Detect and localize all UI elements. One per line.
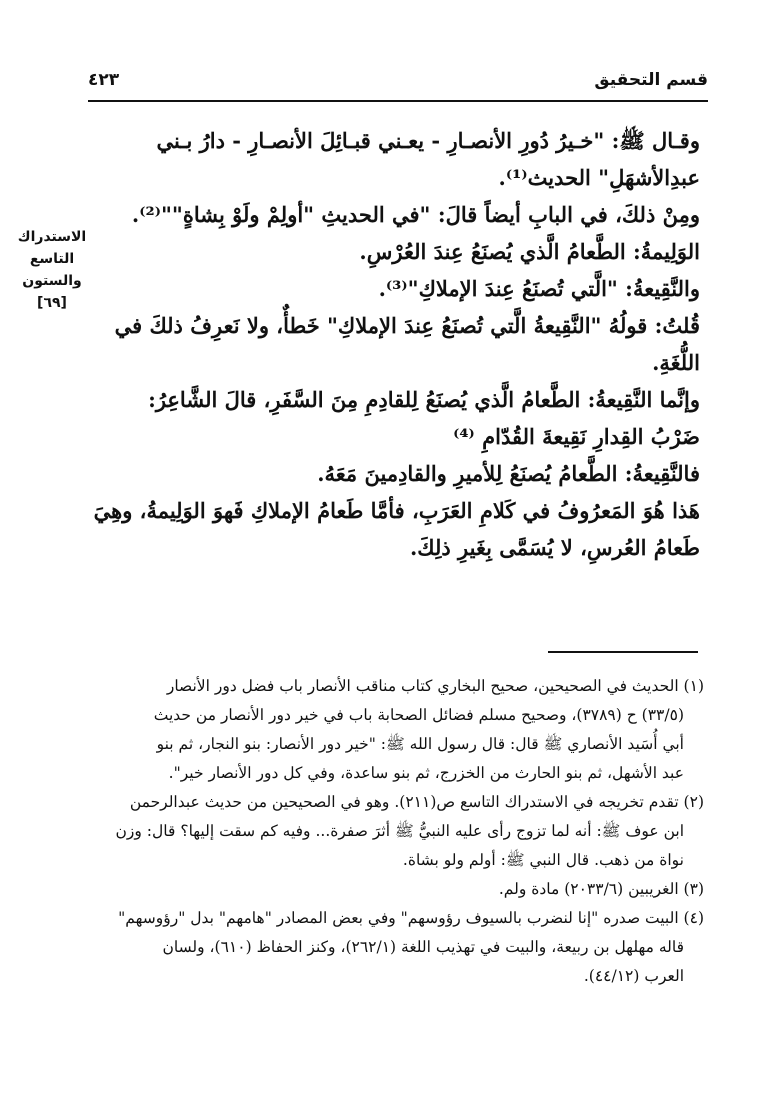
footnote-line: (٢) تقدم تخريجه في الاستدراك التاسع ص(٢١١). وهو في الصحيحين من حديث عبدالرحمن	[129, 793, 704, 811]
margin-note	[14, 226, 90, 314]
main-text	[90, 122, 700, 566]
main-line: وإنَّما النَّقِيعةُ: الطَّعامُ الَّذي يُصنَعُ لِلقادِمِ مِنَ السَّفَرِ، قالَ الشَّاعِرُ:	[148, 387, 700, 412]
margin-note-line: الاستدراك	[17, 229, 87, 245]
main-line: وقـال ﷺ: "خـيرُ دُورِ الأنصـارِ - يعـني قبـائِلَ الأنصـارِ - دارُ بـني	[156, 128, 700, 153]
footnote-line: قاله مهلهل بن ربيعة، والبيت في تهذيب اللغة (٢٦٢/١)، وكنز الحفاظ (٦١٠)، ولسان	[162, 938, 684, 956]
footnote-divider	[548, 651, 698, 653]
main-line: هَذا هُوَ المَعرُوفُ في كَلامِ العَرَبِ، فأمَّا طَعامُ الإملاكِ فَهوَ الوَلِيمةُ، وهِيَ	[93, 498, 700, 523]
footnotes	[86, 672, 704, 991]
page-number: ٤٢٣	[88, 70, 120, 90]
footnote-line: (٣) الغريبين (٢٠٣٣/٦) مادة ولم.	[498, 880, 704, 898]
margin-note-line: التاسع	[29, 251, 75, 267]
footnote-line: (٣٣/٥) ح (٣٧٨٩)، وصحيح مسلم فضائل الصحابة باب في خير دور الأنصار من حديث	[153, 706, 684, 724]
main-line: فالنَّقِيعةُ: الطَّعامُ يُصنَعُ لِلأميرِ والقادِمينَ مَعَهُ.	[317, 461, 700, 486]
main-line: طَعامُ العُرسِ، لا يُسَمَّى بِغَيرِ ذلِكَ.	[409, 535, 700, 560]
footnote-line: أبي أُسَيد الأنصاري ﷺ قال: قال رسول الله ﷺ: "خير دور الأنصار: بنو النجار، ثم بنو	[156, 735, 684, 753]
main-line: ومِنْ ذلكَ، في البابِ أيضاً قالَ: "في الحديثِ "أولِمْ ولَوْ بِشاةٍ""⁽²⁾.	[131, 202, 700, 227]
page-header	[88, 66, 708, 102]
footnote-line: عبد الأشهل، ثم بنو الحارث من الخزرج، ثم بنو ساعدة، وفي كل دور الأنصار خير".	[168, 764, 684, 782]
margin-note-line: والستون	[22, 273, 82, 289]
footnote-line: (٤) البيت صدره "إنا لنضرب بالسيوف رؤوسهم" وفي بعض المصادر "هامهم" بدل "رؤوسهم"	[118, 909, 704, 927]
margin-note-number: [٦٩]	[37, 295, 67, 311]
section-title: قسم التحقيق	[594, 70, 708, 90]
main-line: قُلتُ: قولُهُ "النَّقِيعةُ الَّتي تُصنَعُ عِندَ الإملاكِ" خَطأٌ، ولا نَعرِفُ ذلكَ في اللُّغَةِ.	[114, 313, 700, 375]
main-line: عبدِالأشهَلِ" الحديث⁽¹⁾.	[498, 165, 700, 190]
main-line: الوَلِيمةُ: الطَّعامُ الَّذي يُصنَعُ عِندَ العُرْسِ.	[359, 239, 700, 264]
poem-verse: ضَرْبُ القِدارِ نَقِيعةَ القُدّامِ ⁽⁴⁾	[453, 424, 700, 449]
footnote-line: (١) الحديث في الصحيحين، صحيح البخاري كتاب مناقب الأنصار باب فضل دور الأنصار	[166, 677, 704, 695]
footnote-line: نواة من ذهب. قال النبي ﷺ: أولم ولو بشاة.	[402, 851, 684, 869]
main-line: والنَّقِيعةُ: "الَّتي تُصنَعُ عِندَ الإملاكِ"⁽³⁾.	[378, 276, 700, 301]
footnote-line: العرب (٤٤/١٢).	[583, 967, 684, 985]
footnote-line: ابن عوف ﷺ: أنه لما تزوج رأى عليه النبيُّ ﷺ أثرَ صفرة... وفيه كم سقت إليها؟ قال: وزن	[115, 822, 684, 840]
